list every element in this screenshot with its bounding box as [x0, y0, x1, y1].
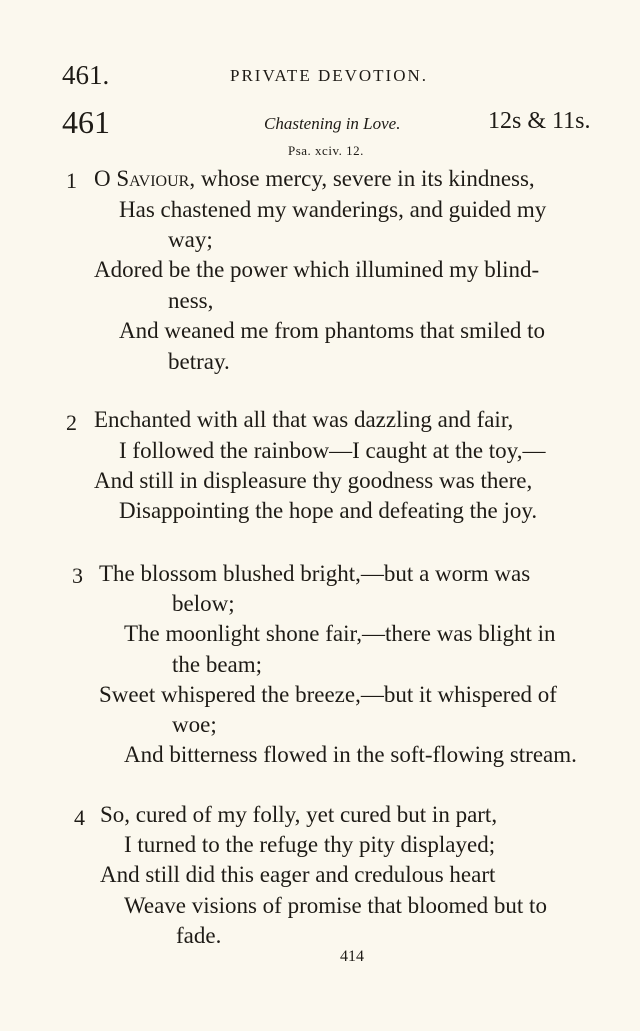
- verse-line: woe;: [172, 712, 217, 737]
- verse-line: [94, 166, 535, 192]
- hymn-meter: 12s & 11s.: [488, 108, 591, 134]
- verse-line: And weaned me from phantoms that smiled to: [119, 318, 546, 343]
- verse-line: ness,: [168, 288, 214, 313]
- header-hymn-number: 461.: [62, 60, 110, 90]
- verse-line: way;: [168, 227, 213, 252]
- verse-line: fade.: [176, 923, 222, 948]
- verse-line: The moonlight shone fair,—there was blight in: [124, 621, 556, 646]
- scripture-reference: Psa. xciv. 12.: [288, 143, 364, 158]
- verse-line: The blossom blushed bright,—but a worm was: [99, 561, 531, 586]
- verse-line: Disappointing the hope and defeating the joy.: [119, 498, 538, 523]
- stanza-number: 1: [66, 168, 77, 193]
- verse-line: Enchanted with all that was dazzling and fair,: [94, 407, 514, 432]
- verse-line: And still did this eager and credulous heart: [100, 862, 496, 887]
- verse-line: Has chastened my wanderings, and guided my: [119, 197, 547, 222]
- hymn-subject: Chastening in Love.: [264, 114, 401, 133]
- verse-line: Adored be the power which illumined my blind-: [94, 257, 540, 282]
- stanza-number: 3: [72, 563, 83, 588]
- verse-line: I followed the rainbow—I caught at the toy,—: [119, 438, 546, 463]
- verse-line: the beam;: [172, 652, 263, 677]
- hymn-number: 461: [62, 104, 110, 140]
- page-number: 414: [340, 948, 364, 965]
- verse-line-rest: , whose mercy, severe in its kindness,: [189, 166, 535, 191]
- verse-line: betray.: [168, 349, 230, 374]
- verse-line: So, cured of my folly, yet cured but in part,: [100, 802, 498, 827]
- stanza-number: 2: [66, 410, 77, 435]
- stanza-number: 4: [74, 805, 85, 830]
- verse-line-smallcaps: Saviour: [116, 166, 190, 191]
- verse-line: Weave visions of promise that bloomed but to: [124, 893, 547, 918]
- verse-line: And bitterness flowed in the soft-flowing stream.: [124, 742, 577, 767]
- verse-line: I turned to the refuge thy pity displayed;: [124, 832, 496, 857]
- verse-line-lead: O: [94, 166, 117, 191]
- verse-line: below;: [172, 591, 235, 616]
- running-title: PRIVATE DEVOTION.: [230, 66, 429, 85]
- verse-line: And still in displeasure thy goodness was there,: [94, 468, 533, 493]
- verse-line: Sweet whispered the breeze,—but it whispered of: [99, 682, 557, 707]
